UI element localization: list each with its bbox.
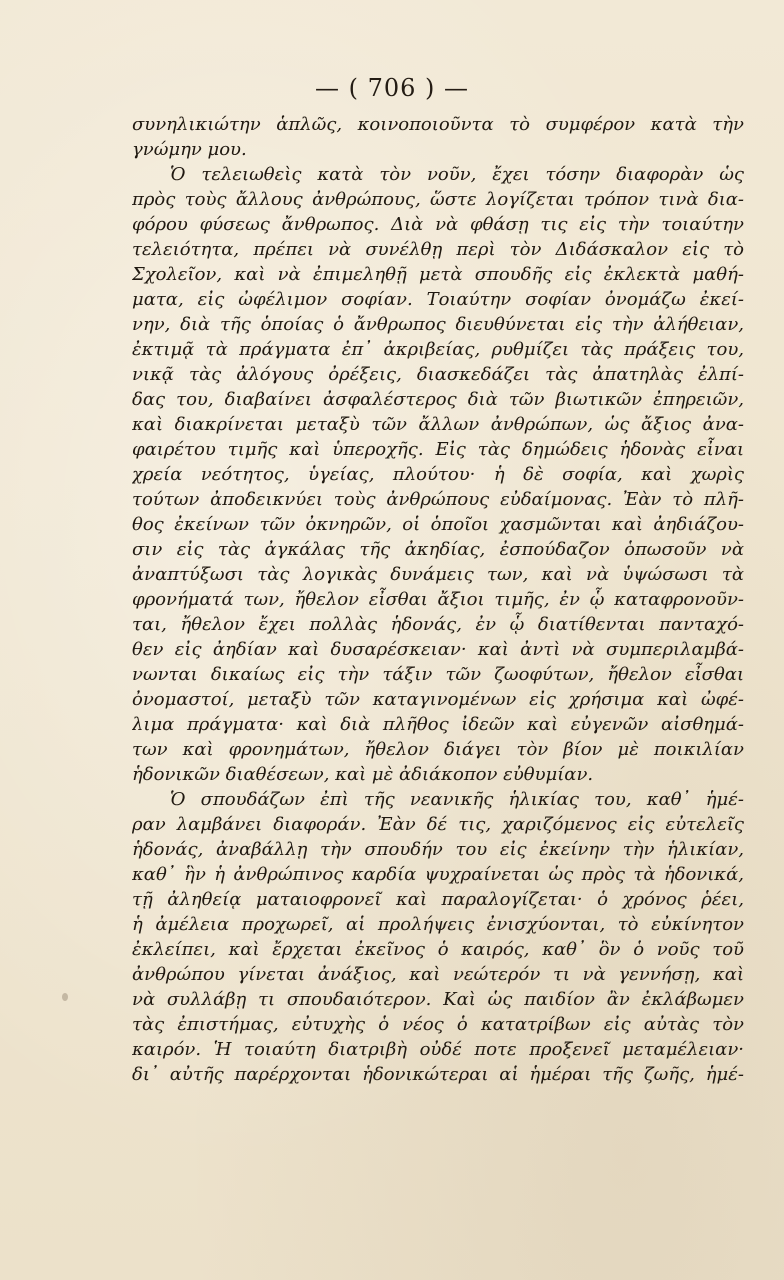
text-line: καθ᾽ ἣν ἡ ἀνθρώπινος καρδία ψυχραίνεται ὡς πρὸς τὰ ἡδονικά, <box>132 864 744 885</box>
text-line: Σχολεῖον, καὶ νὰ ἐπιμεληθῇ μετὰ σπουδῆς εἰς ἐκλεκτὰ μαθή- <box>132 264 744 285</box>
text-line: θος ἐκείνων τῶν ὀκνηρῶν, οἱ ὁποῖοι χασμῶνται καὶ ἀηδιάζου- <box>132 514 744 535</box>
page-number <box>0 74 784 102</box>
text-line: ἡδονάς, ἀναβάλλῃ τὴν σπουδήν του εἰς ἐκείνην τὴν ἡλικίαν, <box>132 839 744 860</box>
text-line: φόρου φύσεως ἄνθρωπος. Διὰ νὰ φθάσῃ τις εἰς τὴν τοιαύτην <box>132 214 744 235</box>
text-line: φαιρέτου τιμῆς καὶ ὑπεροχῆς. Εἰς τὰς δημώδεις ἡδονὰς εἶναι <box>132 439 744 460</box>
text-line: τῇ ἀληθείᾳ ματαιοφρονεῖ καὶ παραλογίζεται· ὁ χρόνος ῥέει, <box>132 889 744 910</box>
text-line: νικᾷ τὰς ἀλόγους ὀρέξεις, διασκεδάζει τὰς ἀπατηλὰς ἐλπί- <box>132 364 744 385</box>
text-line: ἀναπτύξωσι τὰς λογικὰς δυνάμεις των, καὶ νὰ ὑψώσωσι τὰ <box>132 564 744 585</box>
text-line: τὰς ἐπιστήμας, εὐτυχὴς ὁ νέος ὁ κατατρίβων εἰς αὐτὰς τὸν <box>132 1014 744 1035</box>
text-line: ἐκλείπει, καὶ ἔρχεται ἐκεῖνος ὁ καιρός, καθ᾽ ὃν ὁ νοῦς τοῦ <box>132 939 744 960</box>
text-line: ραν λαμβάνει διαφοράν. Ἐὰν δέ τις, χαριζόμενος εἰς εὐτελεῖς <box>132 814 744 835</box>
text-line: ἡδονικῶν διαθέσεων, καὶ μὲ ἀδιάκοπον εὐθυμίαν. <box>132 764 594 785</box>
text-line: τούτων ἀποδεικνύει τοὺς ἀνθρώπους εὐδαίμονας. Ἐὰν τὸ πλῆ- <box>132 489 744 510</box>
text-line: νωνται δικαίως εἰς τὴν τάξιν τῶν ζωοφύτων, ἤθελον εἶσθαι <box>132 664 744 685</box>
text-line: ὀνομαστοί, μεταξὺ τῶν καταγινομένων εἰς χρήσιμα καὶ ὠφέ- <box>132 689 744 710</box>
paragraph <box>132 112 744 162</box>
text-line: ἡ ἀμέλεια προχωρεῖ, αἱ προλήψεις ἐνισχύονται, τὸ εὐκίνητον <box>132 914 744 935</box>
body-text <box>132 112 744 1087</box>
text-line: συνηλικιώτην ἁπλῶς, κοινοποιοῦντα τὸ συμφέρον κατὰ τὴν <box>132 114 744 135</box>
text-line: ματα, εἰς ὠφέλιμον σοφίαν. Τοιαύτην σοφίαν ὀνομάζω ἐκεί- <box>132 289 744 310</box>
text-line: χρεία νεότητος, ὑγείας, πλούτου· ἡ δὲ σοφία, καὶ χωρὶς <box>132 464 744 485</box>
text-line: καιρόν. Ἡ τοιαύτη διατριβὴ οὐδέ ποτε προξενεῖ μεταμέλειαν· <box>132 1039 744 1060</box>
text-line: πρὸς τοὺς ἄλλους ἀνθρώπους, ὥστε λογίζεται τρόπον τινὰ δια- <box>132 189 744 210</box>
ink-smudge <box>62 993 68 1001</box>
text-line: λιμα πράγματα· καὶ διὰ πλῆθος ἰδεῶν καὶ εὐγενῶν αἰσθημά- <box>132 714 744 735</box>
text-line: φρονήματά των, ἤθελον εἶσθαι ἄξιοι τιμῆς, ἐν ᾧ καταφρονοῦν- <box>132 589 744 610</box>
text-line: δι᾽ αὐτῆς παρέρχονται ἡδονικώτεραι αἱ ἡμέραι τῆς ζωῆς, ἡμέ- <box>132 1064 744 1085</box>
paragraph <box>132 787 744 1087</box>
text-line: ται, ἤθελον ἔχει πολλὰς ἡδονάς, ἐν ᾧ διατίθενται πανταχό- <box>132 614 744 635</box>
text-line: Ὁ σπουδάζων ἐπὶ τῆς νεανικῆς ἡλικίας του, καθ᾽ ἡμέ- <box>170 789 744 810</box>
page-number-text: — ( 706 ) — <box>314 74 470 102</box>
text-line: Ὁ τελειωθεὶς κατὰ τὸν νοῦν, ἔχει τόσην διαφορὰν ὡς <box>170 164 744 185</box>
text-line: δας του, διαβαίνει ἀσφαλέστερος διὰ τῶν βιωτικῶν ἐπηρειῶν, <box>132 389 744 410</box>
text-line: θεν εἰς ἀηδίαν καὶ δυσαρέσκειαν· καὶ ἀντὶ νὰ συμπεριλαμβά- <box>132 639 744 660</box>
text-line: γνώμην μου. <box>132 139 247 160</box>
text-line: ἐκτιμᾷ τὰ πράγματα ἐπ᾽ ἀκριβείας, ρυθμίζει τὰς πράξεις του, <box>132 339 744 360</box>
text-line: νὰ συλλάβῃ τι σπουδαιότερον. Καὶ ὡς παιδίον ἂν ἐκλάβωμεν <box>132 989 744 1010</box>
text-line: νην, διὰ τῆς ὁποίας ὁ ἄνθρωπος διευθύνεται εἰς τὴν ἀλήθειαν, <box>132 314 744 335</box>
paragraph <box>132 162 744 787</box>
text-line: τελειότητα, πρέπει νὰ συνέλθῃ περὶ τὸν Διδάσκαλον εἰς τὸ <box>132 239 744 260</box>
text-line: καὶ διακρίνεται μεταξὺ τῶν ἄλλων ἀνθρώπων, ὡς ἄξιος ἀνα- <box>132 414 744 435</box>
text-line: σιν εἰς τὰς ἀγκάλας τῆς ἀκηδίας, ἐσπούδαζον ὁπωσοῦν νὰ <box>132 539 744 560</box>
text-line: ἀνθρώπου γίνεται ἀνάξιος, καὶ νεώτερόν τι νὰ γεννήσῃ, καὶ <box>132 964 744 985</box>
text-line: των καὶ φρονημάτων, ἤθελον διάγει τὸν βίον μὲ ποικιλίαν <box>132 739 744 760</box>
